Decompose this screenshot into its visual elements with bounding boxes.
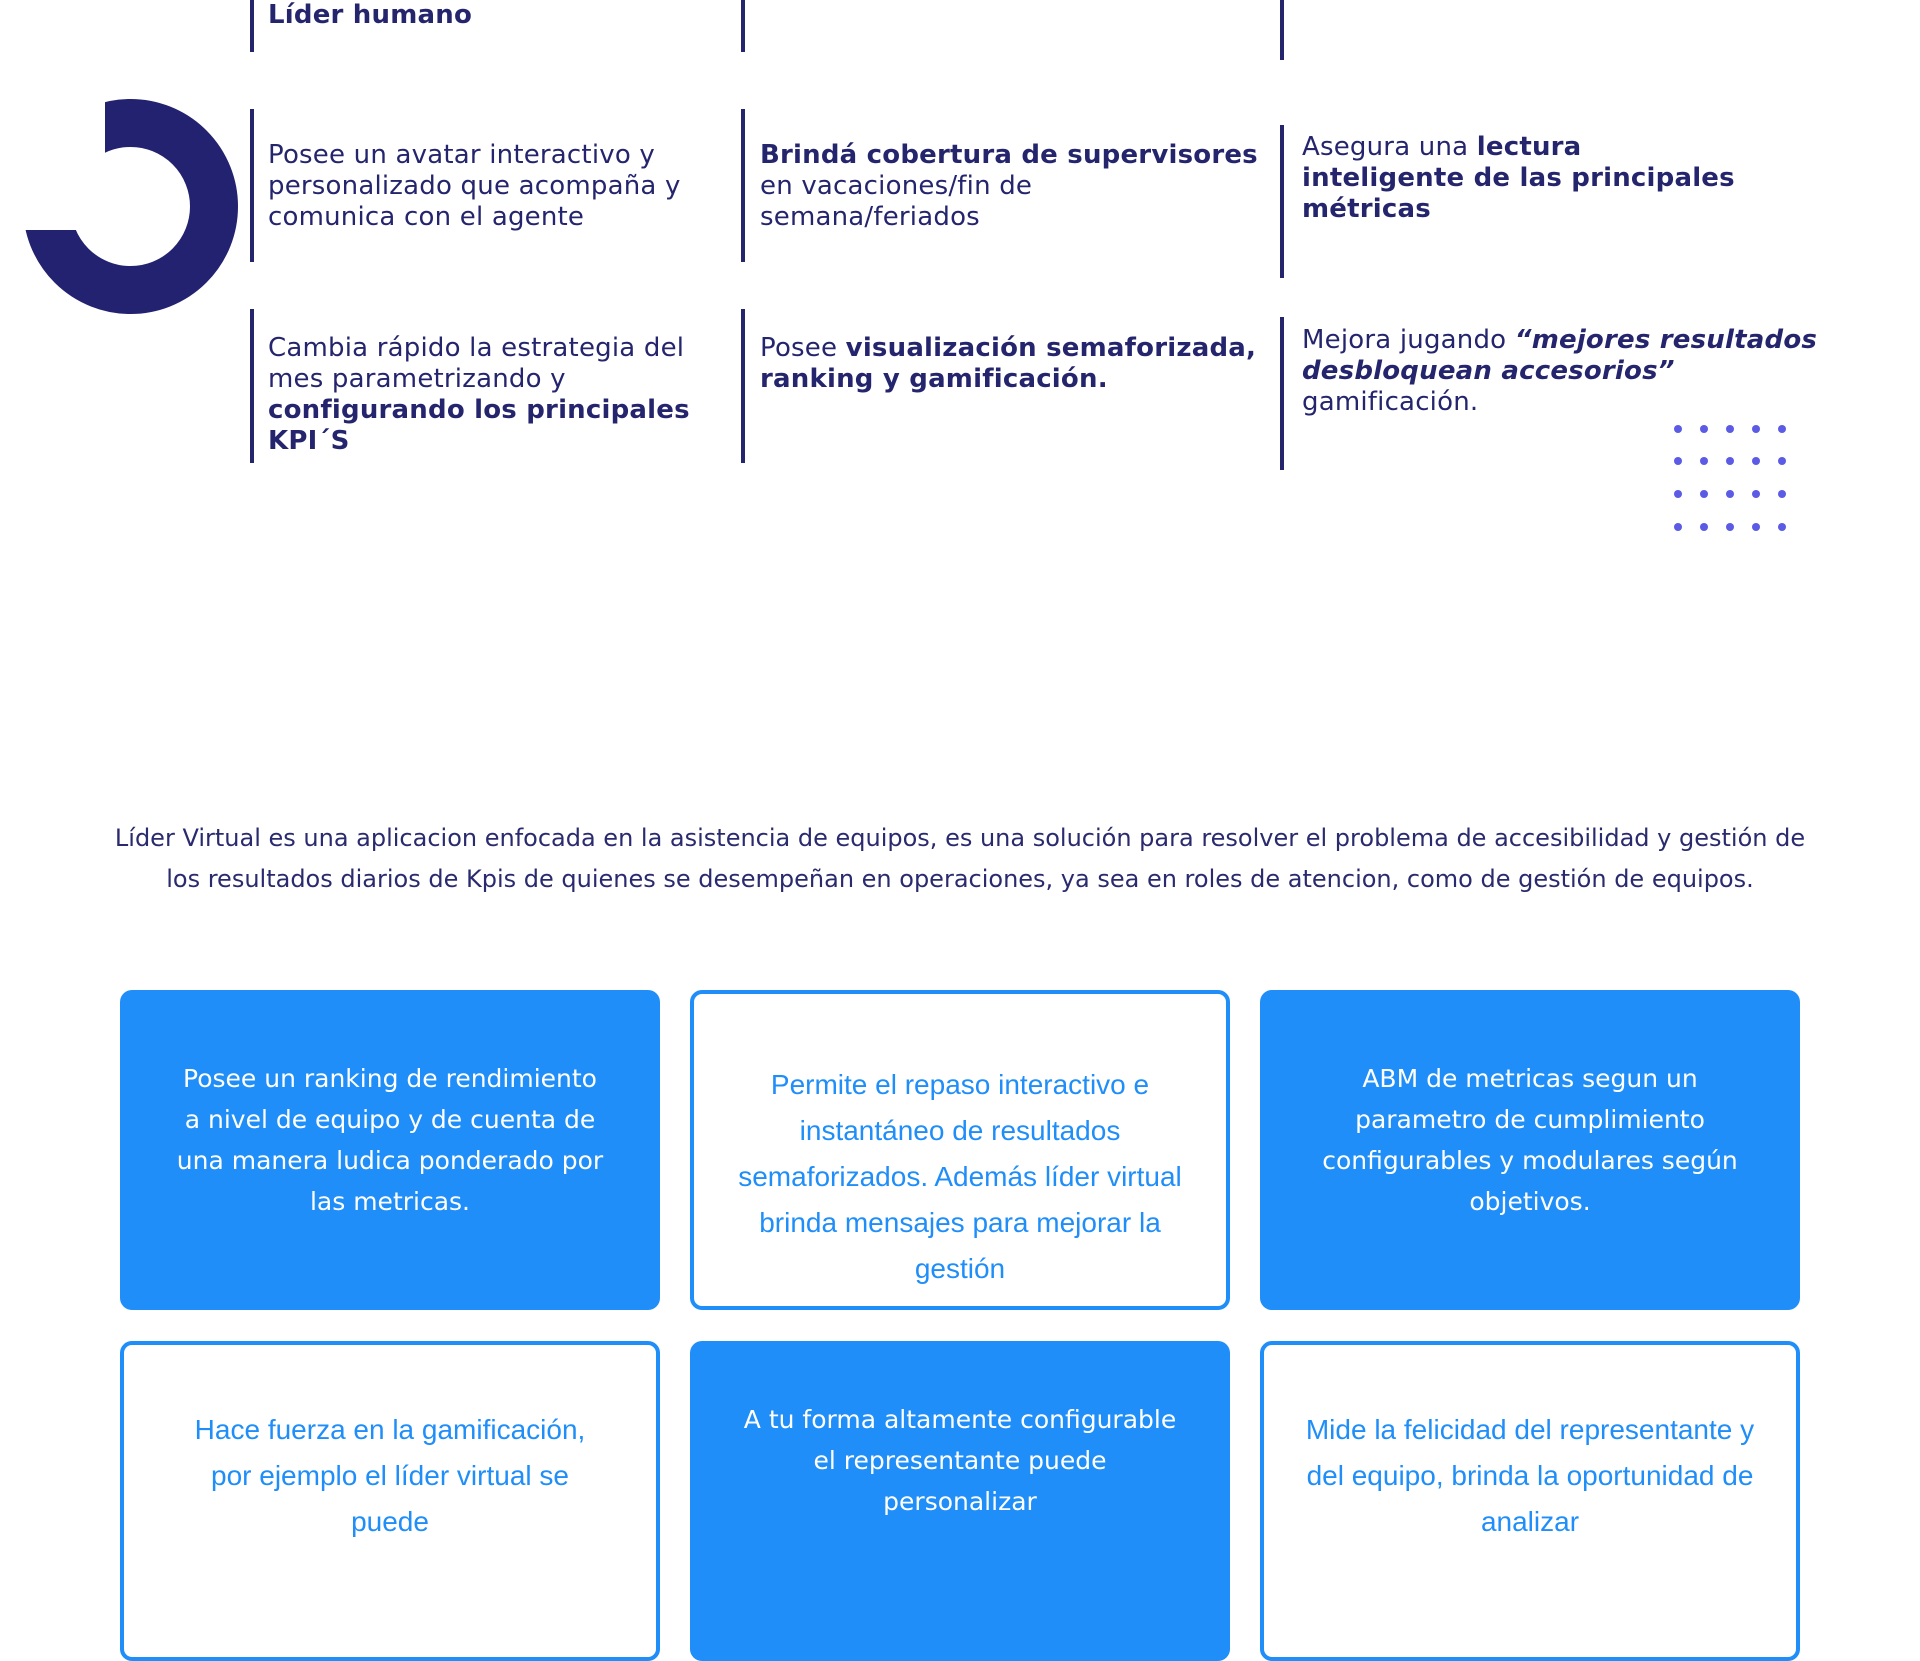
card-ranking xyxy=(120,990,660,1310)
feature-gamification-bold: “mejores resultados desbloquean accesorios” xyxy=(1302,325,1818,386)
intro-paragraph: Líder Virtual es una aplicacion enfocada en la asistencia de equipos, es una solución para resolver el problema de accesibilidad y gestión de los resultados diarios de Kpis de quienes se desempeñan en operaciones, ya sea en roles de atencion, como de gestión de equipos. xyxy=(114,824,1806,893)
card-gamification xyxy=(120,1341,660,1661)
divider-line xyxy=(1280,125,1284,278)
feature-coverage-bold: Brindá cobertura de supervisores xyxy=(760,140,1258,170)
divider-line xyxy=(741,309,745,463)
divider-line xyxy=(250,0,254,52)
card-interactive-review xyxy=(690,990,1230,1310)
feature-strategy: Cambia rápido la estrategia del mes parametrizando y configurando los principales KPI´S xyxy=(268,333,690,456)
divider-line xyxy=(250,109,254,262)
feature-avatar: Posee un avatar interactivo y personalizado que acompaña y comunica con el agente xyxy=(268,140,681,232)
feature-gamification: Mejora jugando “mejores resultados desbloquean accesorios” gamificación. xyxy=(1302,325,1818,417)
feature-strategy-bold: configurando los principales KPI´S xyxy=(268,395,690,456)
feature-visualization-bold: visualización semaforizada, ranking y gamificación. xyxy=(760,333,1257,394)
feature-metrics: Asegura una lectura inteligente de las principales métricas xyxy=(1302,132,1735,224)
card-text: Mide la felicidad del representante y del equipo, brinda la oportunidad de analizar xyxy=(1305,1414,1755,1537)
feature-coverage: Brindá cobertura de supervisores en vacaciones/fin de semana/feriados xyxy=(760,140,1258,232)
dot-grid-decoration xyxy=(1674,425,1794,541)
card-text: Permite el repaso interactivo e instantáneo de resultados semaforizados. Además líder virtual brinda mensajes para mejorar la gestión xyxy=(738,1069,1182,1284)
divider-line xyxy=(741,0,745,52)
feature-metrics-bold: lectura inteligente de las principales métricas xyxy=(1302,132,1735,224)
divider-line xyxy=(250,309,254,463)
feature-visualization: Posee visualización semaforizada, ranking y gamificación. xyxy=(760,333,1257,394)
card-happiness xyxy=(1260,1341,1800,1661)
card-text: ABM de metricas segun un parametro de cumplimiento configurables y modulares según objetivos. xyxy=(1322,1064,1738,1216)
divider-line xyxy=(1280,317,1284,470)
card-text: Hace fuerza en la gamificación, por ejemplo el líder virtual se puede xyxy=(194,1414,586,1537)
card-configurable xyxy=(690,1341,1230,1661)
ring-mask xyxy=(0,90,105,230)
card-text: Posee un ranking de rendimiento a nivel de equipo y de cuenta de una manera ludica ponderado por las metricas. xyxy=(176,1064,604,1216)
card-abm-metrics xyxy=(1260,990,1800,1310)
card-text: A tu forma altamente configurable el representante puede personalizar xyxy=(743,1405,1177,1516)
partial-heading: Líder humano xyxy=(268,0,473,30)
divider-line xyxy=(1280,0,1284,60)
divider-line xyxy=(741,109,745,262)
